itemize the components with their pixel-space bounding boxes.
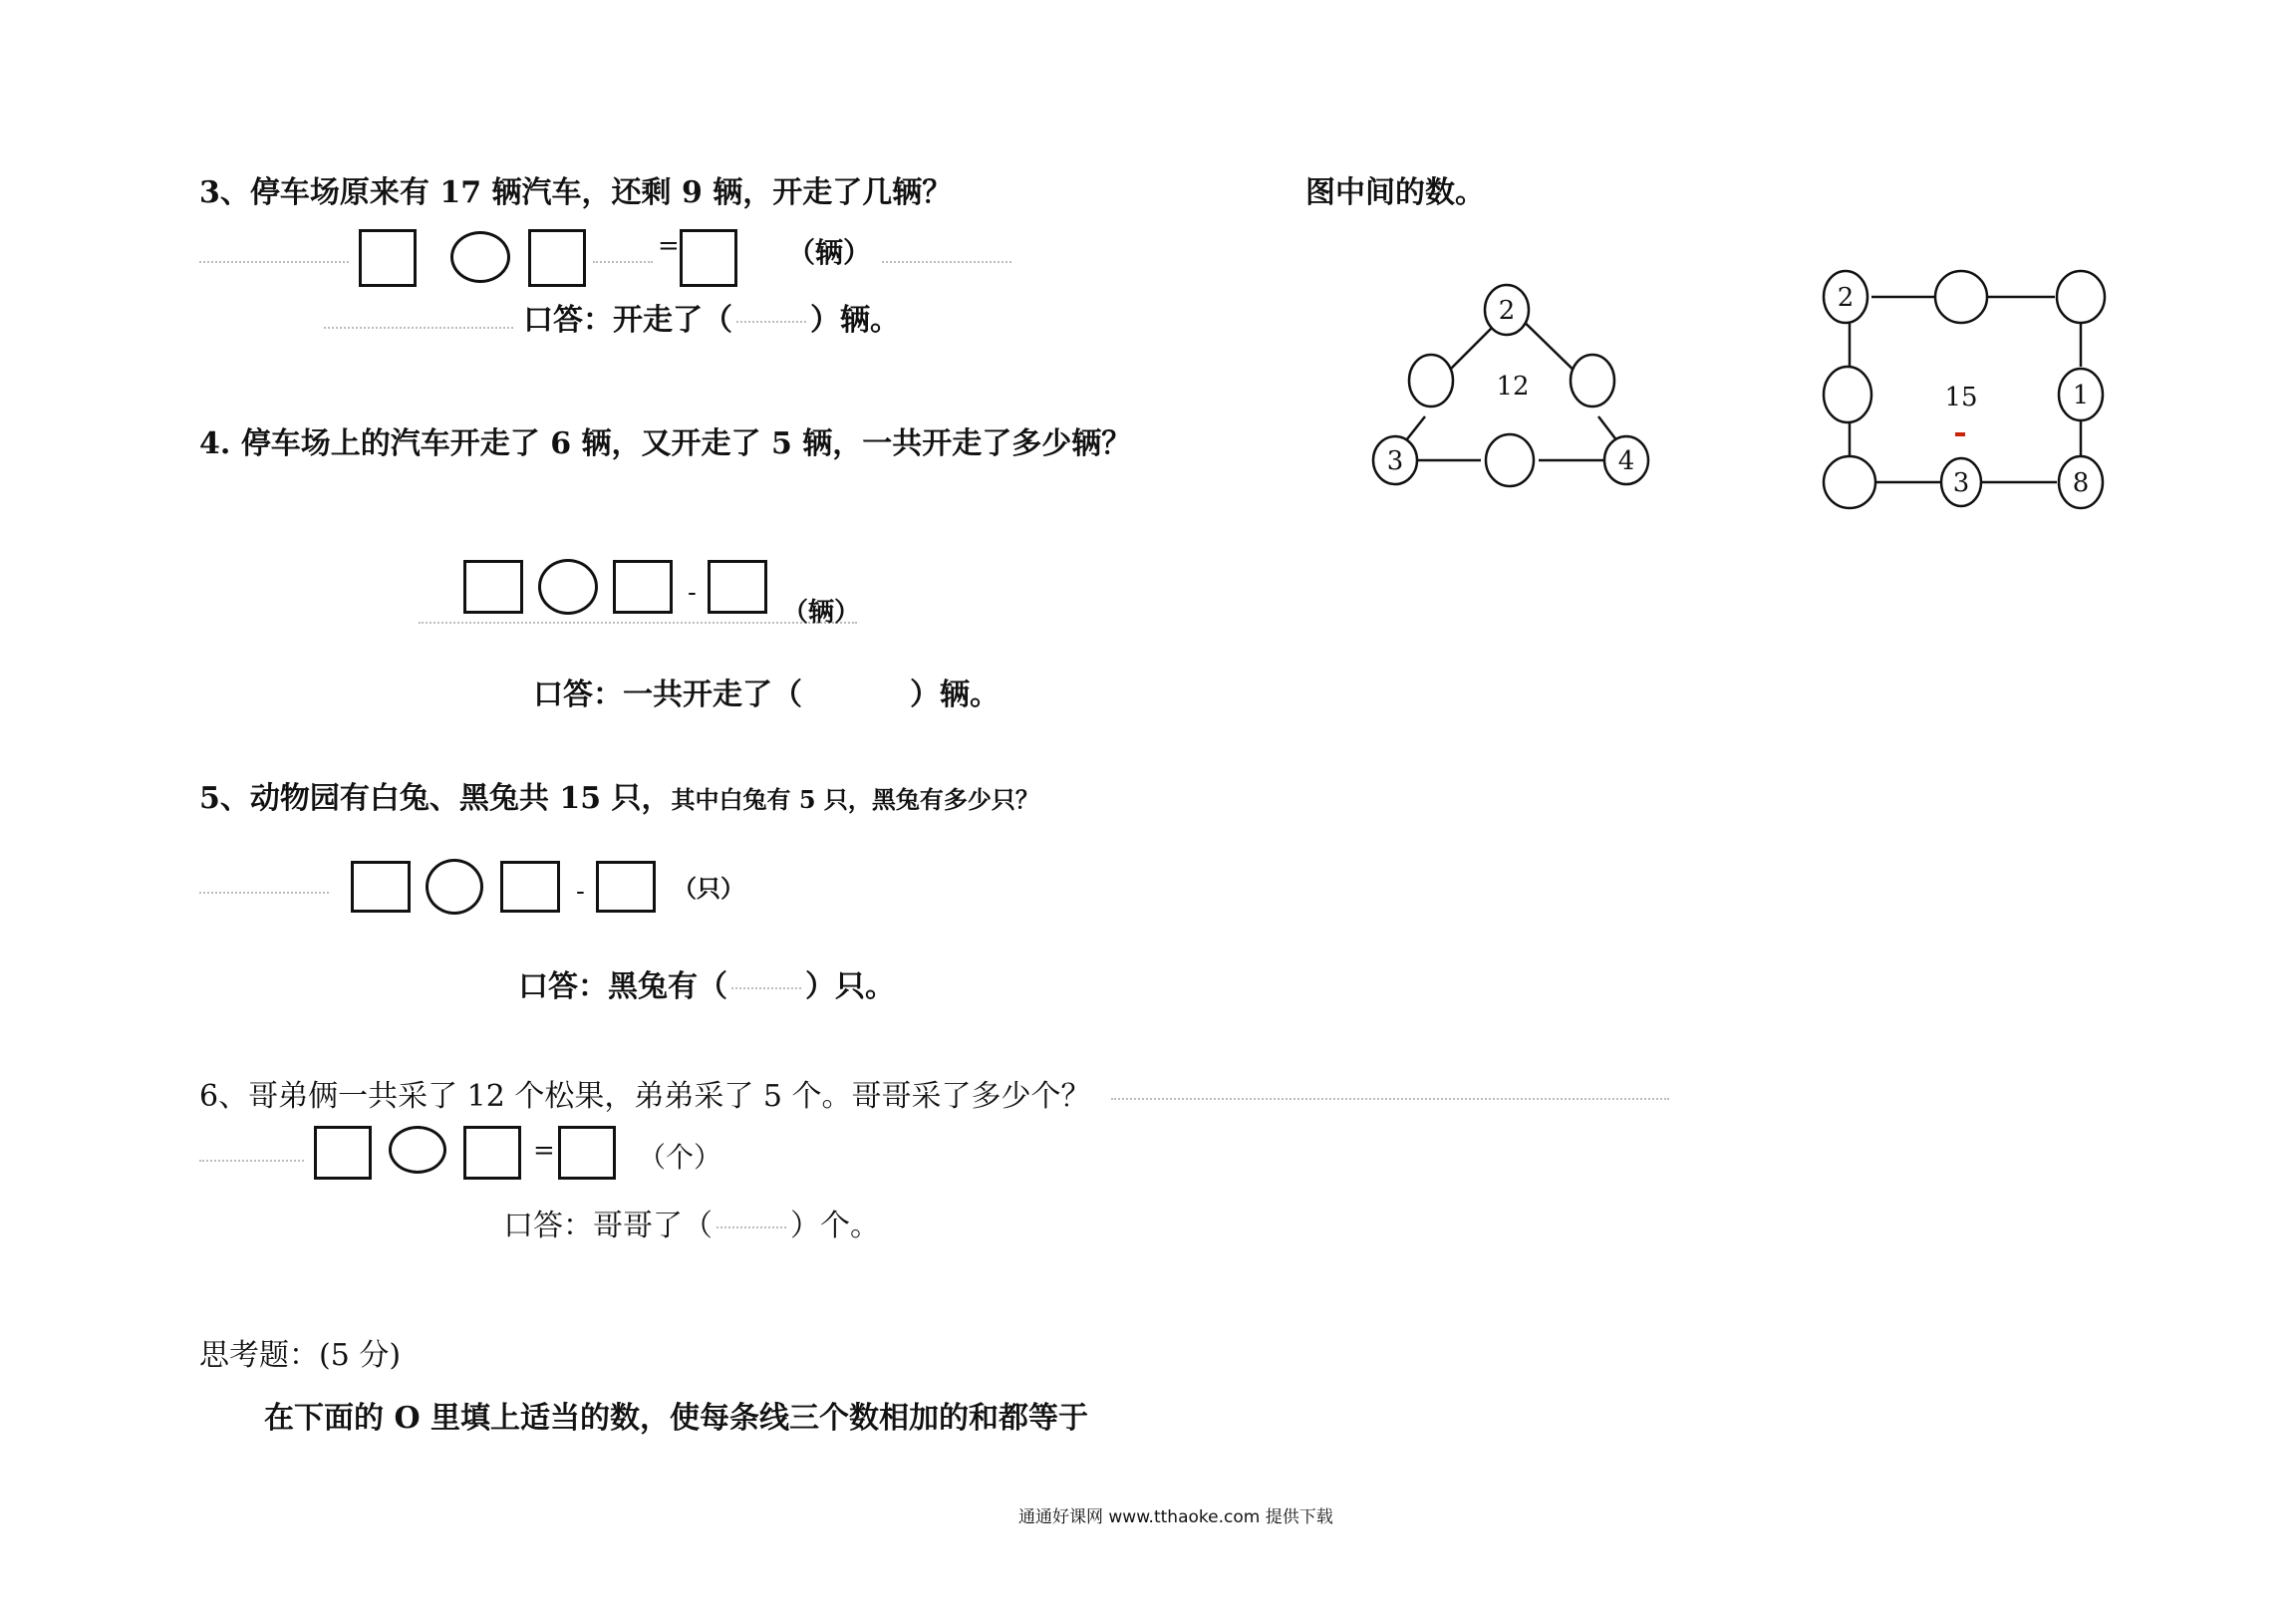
q5-box-2[interactable]: [500, 861, 560, 913]
q4-answer: [533, 670, 1000, 713]
q5-text-main: 5、动物园有白兔、黑兔共 15 只，: [199, 781, 672, 816]
q4-operator-circle[interactable]: [538, 559, 598, 615]
q6-text: 6、哥弟俩一共采了 12 个松果，弟弟采了 5 个。哥哥采了多少个？: [199, 1079, 1091, 1114]
triangle-top-value: 2: [1498, 296, 1516, 326]
thinking-instruction: 在下面的 O 里填上适当的数，使每条线三个数相加的和都等于: [264, 1401, 1089, 1436]
q4-answer-suffix: ）辆。: [910, 677, 1000, 712]
q6-answer-blank[interactable]: [717, 1226, 786, 1228]
q5-answer-prefix: 口答：黑兔有（: [518, 969, 727, 1004]
square-bottom-middle-value: 3: [1952, 468, 1970, 498]
q5-unit: （只）: [673, 874, 744, 903]
q6-unit: （个）: [638, 1141, 722, 1174]
q3-box-result[interactable]: [680, 229, 737, 287]
dotted-guide: [199, 1160, 304, 1162]
q3-answer-suffix: ）辆。: [810, 303, 900, 338]
q3-text: 3、停车场原来有 17 辆汽车，还剩 9 辆，开走了几辆？: [199, 175, 953, 210]
square-bottom-right-value: 8: [2072, 468, 2090, 498]
square-puzzle: [1794, 259, 2133, 518]
q4-box-2[interactable]: [613, 560, 673, 614]
q4-text: 4. 停车场上的汽车开走了 6 辆，又开走了 5 辆，一共开走了多少辆？: [199, 426, 1132, 461]
q4-equals-sign: -: [688, 578, 697, 608]
q3-equals-sign: =: [658, 231, 680, 261]
square-node-empty: [1824, 367, 1871, 422]
square-node-empty: [2057, 271, 2105, 323]
q4-unit: （辆）: [782, 598, 861, 628]
triangle-bottom-left-value: 3: [1386, 446, 1404, 476]
square-right-middle-value: 1: [2072, 381, 2090, 410]
square-top-left-value: 2: [1837, 283, 1855, 313]
q5-box-1[interactable]: [351, 861, 411, 913]
triangle-center-value: 12: [1496, 372, 1530, 402]
dotted-guide: [882, 261, 1011, 263]
dotted-guide: [1111, 1098, 1669, 1100]
q6-answer-prefix: 口答：哥哥了（: [503, 1209, 713, 1243]
dotted-guide: [199, 892, 329, 894]
q5-operator-circle[interactable]: [426, 859, 483, 915]
q4-answer-prefix: 口答：一共开走了（: [533, 677, 802, 712]
footer-text: 通通好课网 www.tthaoke.com 提供下载: [1018, 1507, 1333, 1527]
q5-answer-suffix: ）只。: [805, 969, 895, 1004]
thinking-title: 思考题：(5 分): [199, 1338, 402, 1373]
q6-answer: [503, 1201, 880, 1244]
triangle-node-empty: [1571, 355, 1614, 406]
q6-box-1[interactable]: [314, 1126, 372, 1180]
triangle-node-empty: [1409, 355, 1453, 406]
q5-text-small: 其中白兔有 5 只，黑兔有多少只？: [671, 785, 1039, 814]
q3-operator-circle[interactable]: [450, 231, 510, 283]
square-node-empty: [1824, 456, 1875, 508]
q3-box-2[interactable]: [528, 229, 586, 287]
q6-operator-circle[interactable]: [389, 1126, 446, 1174]
triangle-puzzle: [1355, 269, 1654, 498]
dotted-guide: [199, 261, 349, 263]
triangle-node-empty: [1486, 434, 1534, 486]
q4-box-result[interactable]: [708, 560, 767, 614]
q5-box-result[interactable]: [596, 861, 656, 913]
q3-unit: （辆）: [787, 236, 872, 269]
q3-answer-prefix: 口答：开走了（: [523, 303, 732, 338]
dotted-guide: [324, 327, 513, 329]
q6-answer-suffix: ）个。: [790, 1209, 880, 1243]
q4-box-1[interactable]: [463, 560, 523, 614]
q3-answer-blank[interactable]: [736, 321, 806, 323]
q6-equals-sign: =: [533, 1136, 555, 1166]
q5-answer: [518, 961, 895, 1005]
dotted-guide: [593, 261, 653, 263]
square-node-empty: [1935, 271, 1987, 323]
q3-box-1[interactable]: [359, 229, 417, 287]
square-center-value: 15: [1944, 383, 1978, 412]
red-mark: [1955, 432, 1965, 436]
q6-box-result[interactable]: [558, 1126, 616, 1180]
q5-text: [199, 773, 1039, 817]
triangle-bottom-right-value: 4: [1617, 446, 1635, 476]
thinking-continuation: 图中间的数。: [1305, 175, 1485, 210]
q6-box-2[interactable]: [463, 1126, 521, 1180]
q5-answer-blank[interactable]: [731, 987, 801, 989]
q3-answer: [523, 295, 900, 339]
q5-equals-sign: -: [576, 877, 585, 907]
